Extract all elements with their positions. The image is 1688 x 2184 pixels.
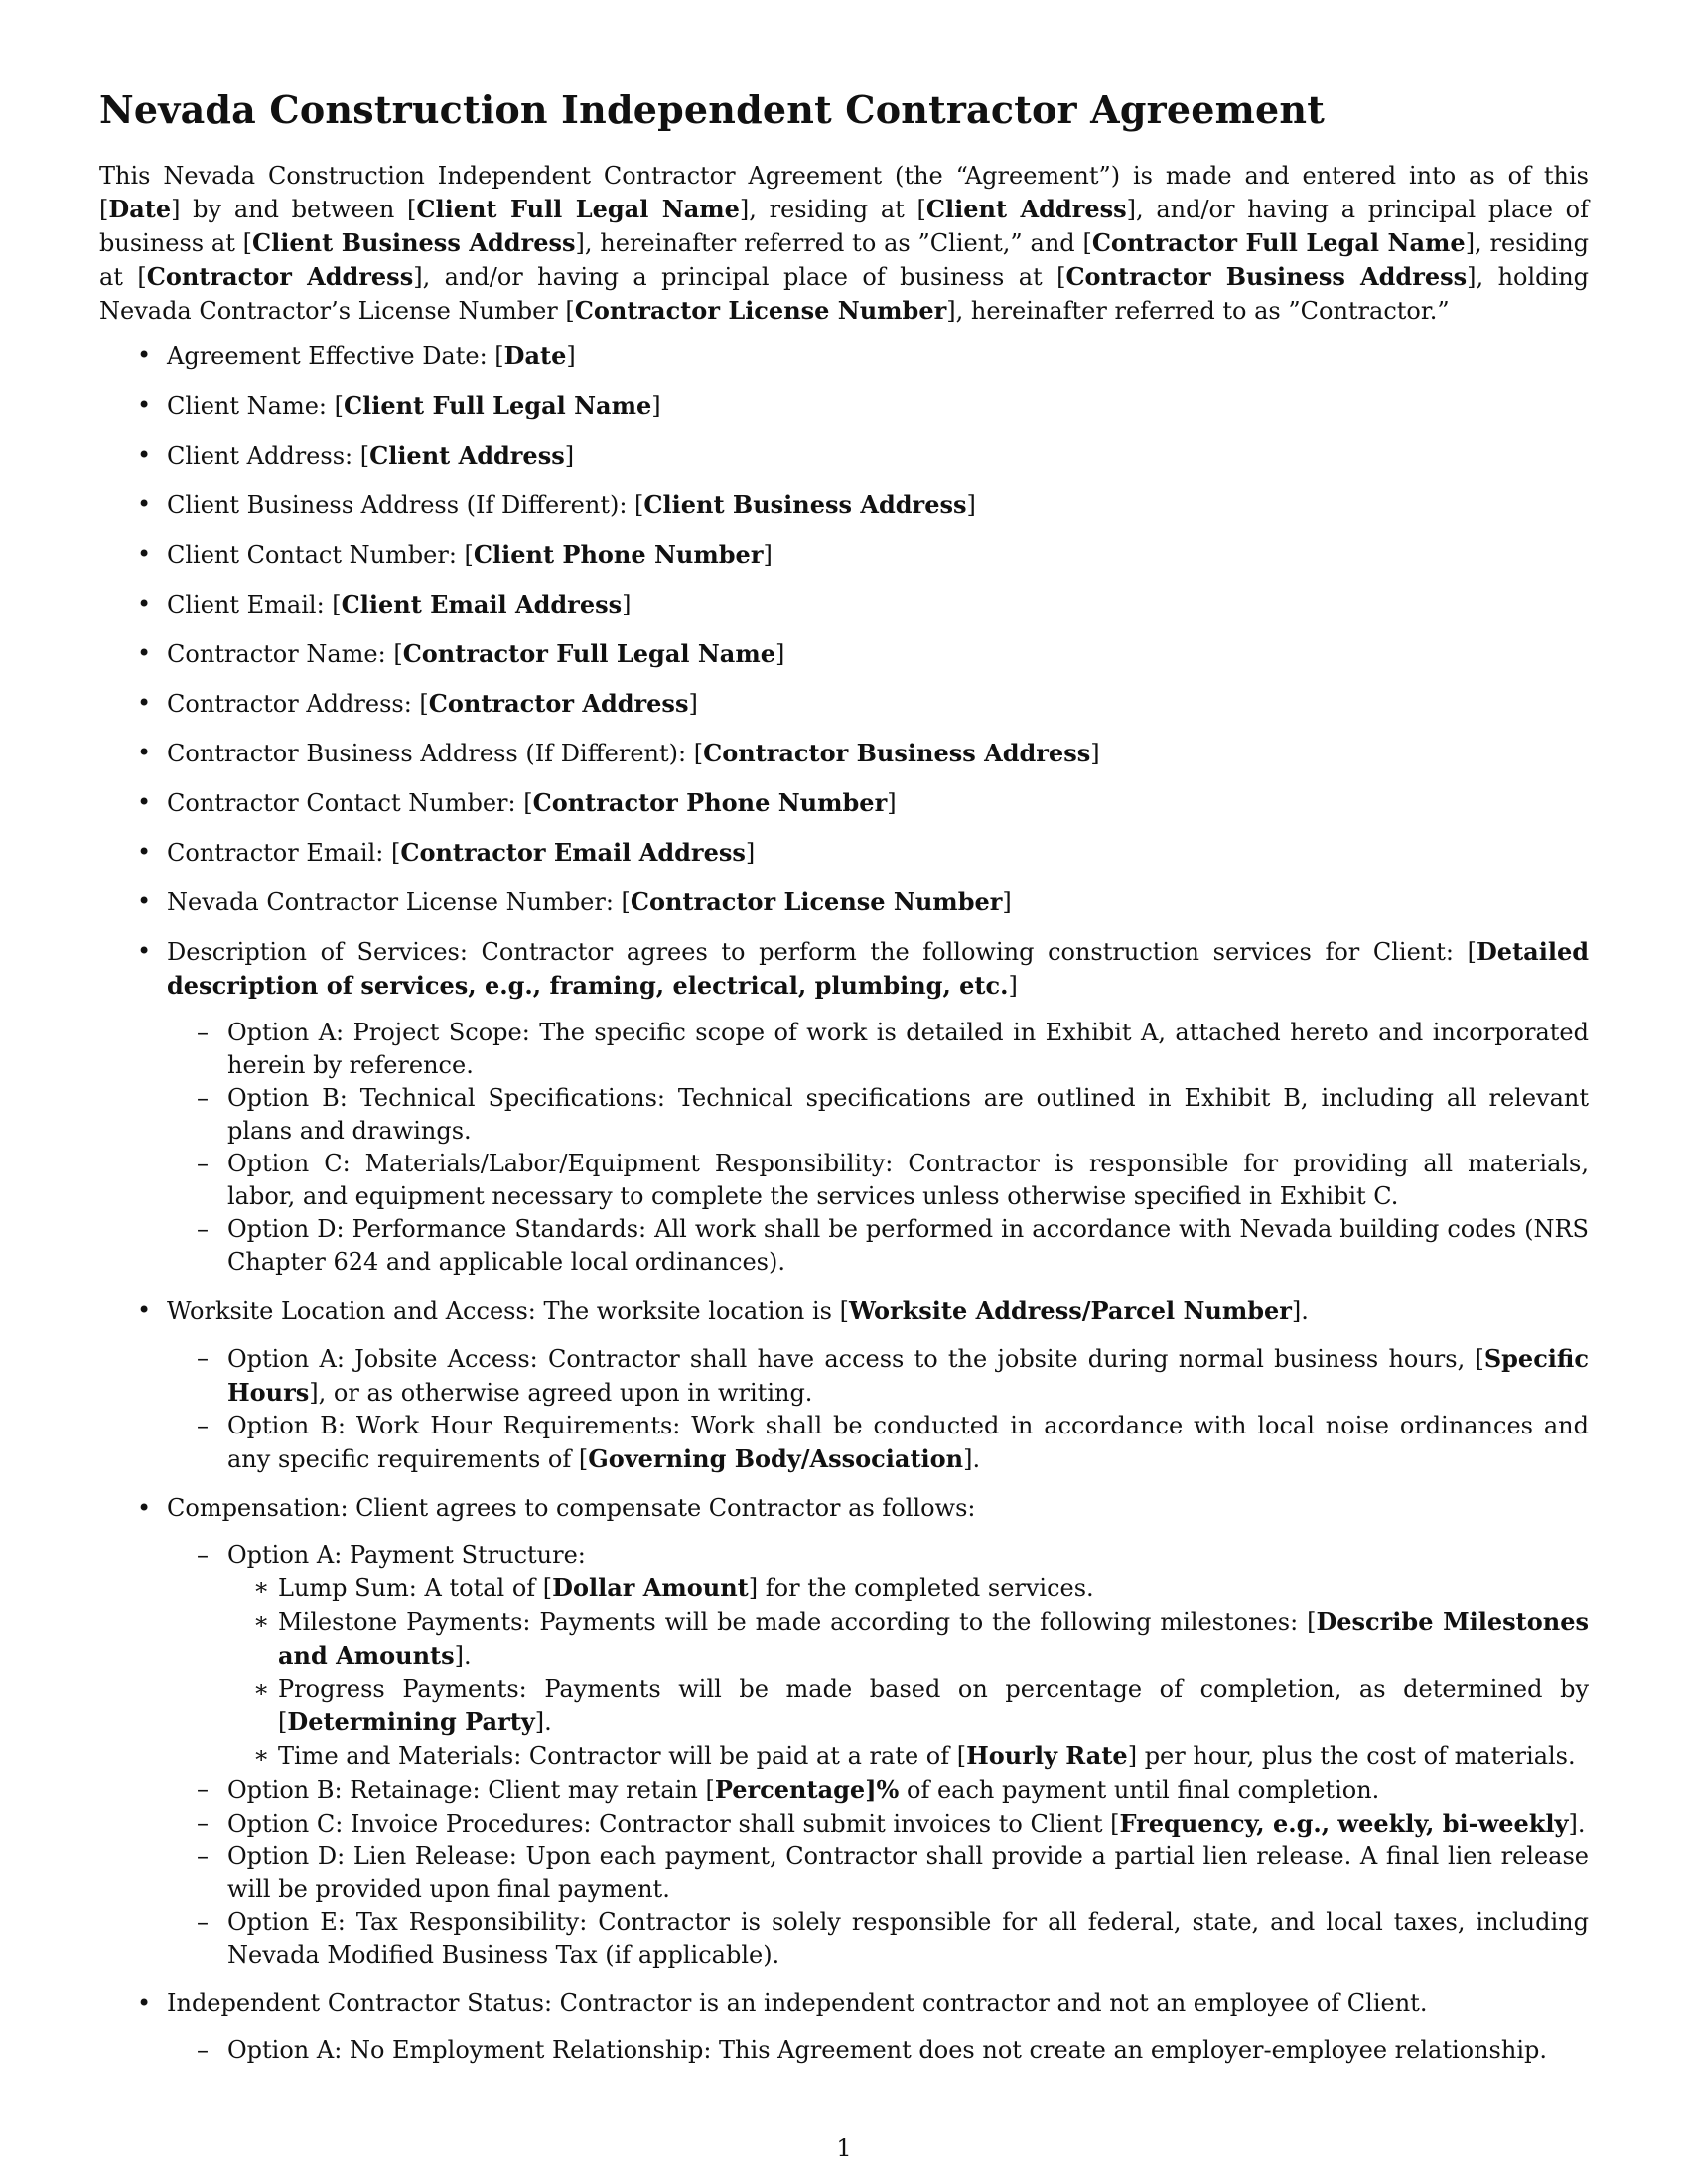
list-item: – Option A: Jobsite Access: Contractor shall have access to the jobsite during normal business hours, [Specific Hours], or as otherwise agreed upon in writing. [167, 1342, 1589, 1410]
list-item: – Option D: Lien Release: Upon each payment, Contractor shall provide a partial lien release. A final lien release will be provided upon final payment. [167, 1841, 1589, 1906]
list-item: • Client Name: [Client Full Legal Name] [99, 389, 1589, 423]
contractor-status-section: • Independent Contractor Status: Contractor is an independent contractor and not an employee of Client. – Option A: No Employment Relationship: This Agreement does not create an employer-employee relationship. [99, 1987, 1589, 2067]
services-options [167, 1017, 1589, 1279]
compensation-section: • Compensation: Client agrees to compensate Contractor as follows: – Option A: Payment Structure: ∗ Lump Sum: A total of [Dollar Amount] for the completed services. ∗ Milestone Payments: Payments will be made according to the following milestones: [Describe Milestones and Amounts]. ∗ Progress Payments: Payments will be made based on percentage of completion, as determined by [Determining Party]. ∗ Time and Materials: Contractor will be paid at a rate of [Hourly Rate] per hour, plus the cost of materials. – Option B: Retainage: Client may retain [Percentage]% of each payment until final completion. – Option C: Invoice Procedures: Contractor shall submit invoices to Client [Frequency, e.g., weekly, bi-weekly]. – Option D: Lien Release: Upon each payment, Contractor shall provide a partial lien release. A final lien release will be provided upon final payment. – Option E: Tax Responsibility: Contractor is solely responsible for all federal, state, and local taxes, including Nevada Modified Business Tax (if applicable). [99, 1492, 1589, 1972]
list-item: • Contractor Address: [Contractor Address] [99, 687, 1589, 721]
list-item: • Contractor Contact Number: [Contractor Phone Number] [99, 786, 1589, 820]
worksite-section: • Worksite Location and Access: The worksite location is [Worksite Address/Parcel Number]. – Option A: Jobsite Access: Contractor shall have access to the jobsite during normal business hours, [Specific Hours], or as otherwise agreed upon in writing. – Option B: Work Hour Requirements: Work shall be conducted in accordance with local noise ordinances and any specific requirements of [Governing Body/Association]. [99, 1295, 1589, 1476]
list-item: ∗ Time and Materials: Contractor will be paid at a rate of [Hourly Rate] per hour, plus the cost of materials. [227, 1739, 1589, 1773]
list-item: – Option A: Project Scope: The specific scope of work is detailed in Exhibit A, attached hereto and incorporated herein by reference. [167, 1017, 1589, 1082]
list-item: – Option B: Technical Specifications: Technical specifications are outlined in Exhibit B, including all relevant plans and drawings. [167, 1082, 1589, 1148]
worksite-options [167, 1342, 1589, 1476]
list-item: – Option E: Tax Responsibility: Contractor is solely responsible for all federal, state, and local taxes, including Nevada Modified Business Tax (if applicable). [167, 1906, 1589, 1972]
list-item: – Option A: No Employment Relationship: This Agreement does not create an employer-employee relationship. [167, 2034, 1589, 2067]
compensation-options [167, 1539, 1589, 1972]
page-number: 1 [836, 2134, 852, 2162]
placeholder-contractor-address: Contractor Address [146, 262, 414, 291]
list-item: • Client Contact Number: [Client Phone Number] [99, 538, 1589, 572]
list-item: ∗ Milestone Payments: Payments will be made according to the following milestones: [Describe Milestones and Amounts]. [227, 1605, 1589, 1673]
intro-paragraph: This Nevada Construction Independent Contractor Agreement (the “Agreement”) is made and entered into as of this [Date] by and between [Client Full Legal Name], residing at [Client Address], and/or having a principal place of business at [Client Business Address], hereinafter referred to as ”Client,” and [Contractor Full Legal Name], residing at [Contractor Address], and/or having a principal place of business at [Contractor Business Address], holding Nevada Contractor’s License Number [Contractor License Number], hereinafter referred to as ”Contractor.” [99, 162, 1590, 325]
placeholder-contractor-license: Contractor License Number [574, 296, 947, 325]
agreement-terms-list [99, 340, 1589, 2067]
list-item: • Client Business Address (If Different): [Client Business Address] [99, 488, 1589, 522]
placeholder-client-address: Client Address [925, 195, 1127, 223]
list-item: – Option B: Work Hour Requirements: Work shall be conducted in accordance with local noise ordinances and any specific requirements of [Governing Body/Association]. [167, 1410, 1589, 1476]
placeholder-contractor-business-address: Contractor Business Address [1065, 262, 1468, 291]
placeholder-contractor-name: Contractor Full Legal Name [1091, 228, 1466, 257]
list-item: ∗ Lump Sum: A total of [Dollar Amount] for the completed services. [227, 1571, 1589, 1605]
services-section: • Description of Services: Contractor agrees to perform the following construction services for Client: [Detailed description of services, e.g., framing, electrical, plumbing, etc.] – Option A: Project Scope: The specific scope of work is detailed in Exhibit A, attached hereto and incorporated herein by reference. – Option B: Technical Specifications: Technical specifications are outlined in Exhibit B, including all relevant plans and drawings. – Option C: Materials/Labor/Equipment Responsibility: Contractor is responsible for providing all materials, labor, and equipment necessary to complete the services unless otherwise specified in Exhibit C. – Option D: Performance Standards: All work shall be performed in accordance with Nevada building codes (NRS Chapter 624 and applicable local ordinances). [99, 935, 1589, 1279]
list-item: – Option D: Performance Standards: All work shall be performed in accordance with Nevada building codes (NRS Chapter 624 and applicable local ordinances). [167, 1213, 1589, 1279]
list-item: • Agreement Effective Date: [Date] [99, 340, 1589, 373]
document-page [99, 87, 1589, 2083]
list-item: • Contractor Email: [Contractor Email Address] [99, 836, 1589, 870]
status-options [167, 2034, 1589, 2067]
list-item: ∗ Progress Payments: Payments will be made based on percentage of completion, as determined by [Determining Party]. [227, 1673, 1589, 1739]
list-item: • Client Address: [Client Address] [99, 439, 1589, 473]
list-item: – Option C: Invoice Procedures: Contractor shall submit invoices to Client [Frequency, e.g., weekly, bi-weekly]. [167, 1807, 1589, 1841]
list-item: – Option C: Materials/Labor/Equipment Responsibility: Contractor is responsible for providing all materials, labor, and equipment necessary to complete the services unless otherwise specified in Exhibit C. [167, 1148, 1589, 1213]
page-title: Nevada Construction Independent Contractor Agreement [99, 87, 1325, 132]
list-item: • Client Email: [Client Email Address] [99, 588, 1589, 621]
placeholder-client-business-address: Client Business Address [252, 228, 576, 257]
placeholder-date: Date [108, 195, 172, 223]
list-item: – Option B: Retainage: Client may retain [Percentage]% of each payment until final completion. [167, 1773, 1589, 1807]
list-item: • Contractor Name: [Contractor Full Legal Name] [99, 637, 1589, 671]
placeholder-client-name: Client Full Legal Name [416, 195, 740, 223]
list-item: • Nevada Contractor License Number: [Contractor License Number] [99, 886, 1589, 919]
payment-structure-list [227, 1571, 1589, 1773]
list-item: • Contractor Business Address (If Different): [Contractor Business Address] [99, 737, 1589, 770]
list-item: – Option A: Payment Structure: ∗ Lump Sum: A total of [Dollar Amount] for the completed services. ∗ Milestone Payments: Payments will be made according to the following milestones: [Describe Milestones and Amounts]. ∗ Progress Payments: Payments will be made based on percentage of completion, as determined by [Determining Party]. ∗ Time and Materials: Contractor will be paid at a rate of [Hourly Rate] per hour, plus the cost of materials. [167, 1539, 1589, 1773]
